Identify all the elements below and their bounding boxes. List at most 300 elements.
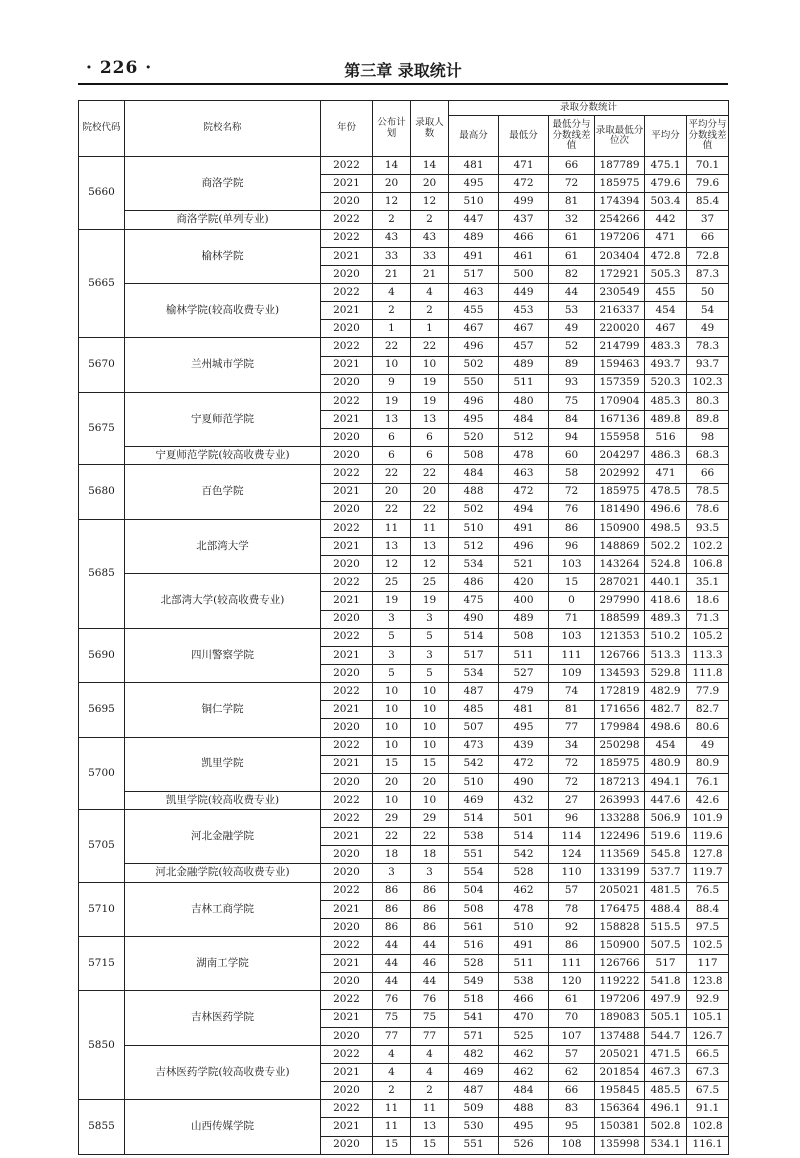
- header-name: 院校名称: [125, 101, 321, 157]
- cell-min-rank: 135998: [595, 1136, 645, 1154]
- cell-plan: 3: [373, 864, 411, 882]
- cell-min-diff: 94: [549, 429, 595, 447]
- cell-avg-diff: 123.8: [687, 973, 729, 991]
- cell-min-rank: 172819: [595, 683, 645, 701]
- cell-min-diff: 103: [549, 556, 595, 574]
- cell-min: 467: [499, 320, 549, 338]
- cell-avg: 455: [645, 283, 687, 301]
- cell-avg: 510.2: [645, 628, 687, 646]
- cell-admitted: 46: [411, 955, 449, 973]
- cell-max: 538: [449, 828, 499, 846]
- cell-min-diff: 71: [549, 610, 595, 628]
- cell-min: 466: [499, 229, 549, 247]
- cell-avg-diff: 85.4: [687, 193, 729, 211]
- cell-max: 508: [449, 447, 499, 465]
- cell-max: 542: [449, 755, 499, 773]
- cell-avg-diff: 101.9: [687, 810, 729, 828]
- school-name: 河北金融学院(较高收费专业): [125, 864, 321, 882]
- cell-avg-diff: 50: [687, 283, 729, 301]
- cell-avg: 480.9: [645, 755, 687, 773]
- cell-admitted: 29: [411, 810, 449, 828]
- cell-plan: 25: [373, 574, 411, 592]
- cell-year: 2020: [321, 447, 373, 465]
- cell-avg-diff: 68.3: [687, 447, 729, 465]
- cell-max: 481: [449, 157, 499, 175]
- cell-max: 510: [449, 773, 499, 791]
- cell-min: 494: [499, 501, 549, 519]
- cell-max: 502: [449, 501, 499, 519]
- cell-min-diff: 93: [549, 374, 595, 392]
- cell-min: 472: [499, 483, 549, 501]
- cell-admitted: 10: [411, 791, 449, 809]
- cell-min-rank: 113569: [595, 846, 645, 864]
- cell-min-rank: 189083: [595, 1009, 645, 1027]
- cell-year: 2020: [321, 918, 373, 936]
- cell-plan: 2: [373, 302, 411, 320]
- header-plan: 公布计划: [373, 101, 411, 157]
- table-row: [79, 338, 729, 356]
- cell-min-rank: 185975: [595, 175, 645, 193]
- cell-year: 2022: [321, 1045, 373, 1063]
- cell-avg-diff: 105.1: [687, 1009, 729, 1027]
- cell-min-rank: 121353: [595, 628, 645, 646]
- cell-plan: 12: [373, 556, 411, 574]
- cell-max: 504: [449, 882, 499, 900]
- cell-max: 484: [449, 465, 499, 483]
- cell-admitted: 2: [411, 302, 449, 320]
- cell-min: 491: [499, 519, 549, 537]
- table-row: [79, 447, 729, 465]
- cell-min: 500: [499, 265, 549, 283]
- cell-admitted: 76: [411, 991, 449, 1009]
- cell-min-diff: 74: [549, 683, 595, 701]
- cell-avg: 418.6: [645, 592, 687, 610]
- cell-avg: 524.8: [645, 556, 687, 574]
- cell-min-diff: 114: [549, 828, 595, 846]
- cell-avg: 541.8: [645, 973, 687, 991]
- cell-min-rank: 287021: [595, 574, 645, 592]
- cell-plan: 22: [373, 465, 411, 483]
- school-code: 5700: [79, 737, 125, 810]
- cell-min: 472: [499, 175, 549, 193]
- school-code: 5715: [79, 937, 125, 991]
- cell-admitted: 21: [411, 265, 449, 283]
- cell-min-rank: 250298: [595, 737, 645, 755]
- cell-min-diff: 66: [549, 1082, 595, 1100]
- cell-min-rank: 134593: [595, 664, 645, 682]
- cell-plan: 11: [373, 519, 411, 537]
- cell-admitted: 22: [411, 501, 449, 519]
- cell-min-rank: 157359: [595, 374, 645, 392]
- cell-year: 2021: [321, 955, 373, 973]
- cell-year: 2021: [321, 1009, 373, 1027]
- cell-min-diff: 76: [549, 501, 595, 519]
- cell-avg-diff: 70.1: [687, 157, 729, 175]
- cell-year: 2021: [321, 247, 373, 265]
- cell-year: 2021: [321, 410, 373, 428]
- cell-avg-diff: 119.7: [687, 864, 729, 882]
- cell-min-rank: 195845: [595, 1082, 645, 1100]
- cell-year: 2021: [321, 1064, 373, 1082]
- cell-min: 471: [499, 157, 549, 175]
- cell-admitted: 44: [411, 937, 449, 955]
- cell-min-diff: 77: [549, 719, 595, 737]
- cell-plan: 15: [373, 755, 411, 773]
- cell-plan: 9: [373, 374, 411, 392]
- cell-plan: 4: [373, 283, 411, 301]
- cell-max: 549: [449, 973, 499, 991]
- cell-min: 491: [499, 937, 549, 955]
- cell-admitted: 11: [411, 1100, 449, 1118]
- cell-admitted: 2: [411, 211, 449, 229]
- cell-admitted: 22: [411, 465, 449, 483]
- cell-admitted: 1: [411, 320, 449, 338]
- cell-min: 538: [499, 973, 549, 991]
- cell-plan: 14: [373, 157, 411, 175]
- cell-admitted: 13: [411, 410, 449, 428]
- cell-avg: 454: [645, 737, 687, 755]
- cell-avg: 505.1: [645, 1009, 687, 1027]
- cell-admitted: 86: [411, 918, 449, 936]
- cell-min-rank: 254266: [595, 211, 645, 229]
- cell-avg: 507.5: [645, 937, 687, 955]
- cell-year: 2022: [321, 737, 373, 755]
- cell-admitted: 10: [411, 701, 449, 719]
- cell-avg-diff: 76.1: [687, 773, 729, 791]
- cell-avg-diff: 80.9: [687, 755, 729, 773]
- cell-avg-diff: 72.8: [687, 247, 729, 265]
- table-row: [79, 465, 729, 483]
- cell-min-diff: 61: [549, 229, 595, 247]
- cell-max: 551: [449, 846, 499, 864]
- cell-max: 520: [449, 429, 499, 447]
- cell-min-rank: 126766: [595, 955, 645, 973]
- header-score-group: 录取分数统计: [449, 101, 729, 116]
- school-name: 百色学院: [125, 465, 321, 519]
- cell-min: 478: [499, 447, 549, 465]
- cell-plan: 6: [373, 447, 411, 465]
- cell-plan: 19: [373, 592, 411, 610]
- cell-max: 517: [449, 646, 499, 664]
- cell-min-diff: 61: [549, 247, 595, 265]
- cell-max: 487: [449, 683, 499, 701]
- cell-year: 2022: [321, 392, 373, 410]
- cell-avg-diff: 98: [687, 429, 729, 447]
- cell-avg-diff: 117: [687, 955, 729, 973]
- cell-admitted: 3: [411, 864, 449, 882]
- cell-avg: 497.9: [645, 991, 687, 1009]
- cell-min-rank: 150900: [595, 937, 645, 955]
- cell-admitted: 6: [411, 447, 449, 465]
- cell-min-rank: 297990: [595, 592, 645, 610]
- table-row: [79, 991, 729, 1009]
- cell-plan: 10: [373, 791, 411, 809]
- cell-max: 541: [449, 1009, 499, 1027]
- cell-plan: 20: [373, 773, 411, 791]
- cell-year: 2020: [321, 610, 373, 628]
- cell-plan: 1: [373, 320, 411, 338]
- cell-admitted: 22: [411, 828, 449, 846]
- cell-min-rank: 205021: [595, 1045, 645, 1063]
- cell-avg: 537.7: [645, 864, 687, 882]
- header-avg-diff: 平均分与分数线差值: [687, 116, 729, 157]
- cell-avg: 517: [645, 955, 687, 973]
- admission-table: [78, 100, 729, 1155]
- cell-min-rank: 159463: [595, 356, 645, 374]
- cell-min: 478: [499, 900, 549, 918]
- header-min: 最低分: [499, 116, 549, 157]
- cell-year: 2022: [321, 791, 373, 809]
- cell-plan: 44: [373, 973, 411, 991]
- cell-min-rank: 122496: [595, 828, 645, 846]
- cell-min: 496: [499, 537, 549, 555]
- cell-min-diff: 95: [549, 1118, 595, 1136]
- cell-admitted: 6: [411, 429, 449, 447]
- school-name: 吉林医药学院(较高收费专业): [125, 1045, 321, 1099]
- cell-avg: 483.3: [645, 338, 687, 356]
- cell-year: 2022: [321, 157, 373, 175]
- table-row: [79, 157, 729, 175]
- cell-avg-diff: 42.6: [687, 791, 729, 809]
- cell-min-rank: 150900: [595, 519, 645, 537]
- cell-min-diff: 72: [549, 773, 595, 791]
- cell-avg: 481.5: [645, 882, 687, 900]
- cell-max: 496: [449, 392, 499, 410]
- cell-min: 512: [499, 429, 549, 447]
- cell-avg: 486.3: [645, 447, 687, 465]
- cell-admitted: 11: [411, 519, 449, 537]
- cell-avg-diff: 89.8: [687, 410, 729, 428]
- cell-plan: 15: [373, 1136, 411, 1154]
- cell-admitted: 25: [411, 574, 449, 592]
- cell-avg: 496.1: [645, 1100, 687, 1118]
- cell-min-diff: 89: [549, 356, 595, 374]
- table-row: [79, 791, 729, 809]
- cell-avg-diff: 93.5: [687, 519, 729, 537]
- cell-avg-diff: 111.8: [687, 664, 729, 682]
- cell-avg-diff: 80.3: [687, 392, 729, 410]
- cell-year: 2020: [321, 973, 373, 991]
- cell-admitted: 12: [411, 556, 449, 574]
- cell-max: 469: [449, 791, 499, 809]
- school-name: 榆林学院: [125, 229, 321, 283]
- cell-avg: 482.7: [645, 701, 687, 719]
- cell-avg: 489.8: [645, 410, 687, 428]
- cell-min-diff: 49: [549, 320, 595, 338]
- cell-avg: 475.1: [645, 157, 687, 175]
- cell-admitted: 22: [411, 338, 449, 356]
- cell-admitted: 19: [411, 392, 449, 410]
- cell-year: 2021: [321, 537, 373, 555]
- cell-min: 449: [499, 283, 549, 301]
- cell-min: 479: [499, 683, 549, 701]
- cell-min: 527: [499, 664, 549, 682]
- cell-max: 561: [449, 918, 499, 936]
- cell-min-diff: 96: [549, 537, 595, 555]
- cell-min: 508: [499, 628, 549, 646]
- cell-avg: 545.8: [645, 846, 687, 864]
- cell-max: 502: [449, 356, 499, 374]
- cell-min-diff: 58: [549, 465, 595, 483]
- cell-avg: 482.9: [645, 683, 687, 701]
- cell-avg-diff: 102.5: [687, 937, 729, 955]
- cell-min: 432: [499, 791, 549, 809]
- cell-min: 501: [499, 810, 549, 828]
- cell-avg: 442: [645, 211, 687, 229]
- cell-admitted: 2: [411, 1082, 449, 1100]
- cell-year: 2022: [321, 283, 373, 301]
- cell-min-diff: 75: [549, 392, 595, 410]
- school-name: 湖南工学院: [125, 937, 321, 991]
- cell-min-diff: 72: [549, 175, 595, 193]
- cell-min-diff: 86: [549, 519, 595, 537]
- cell-plan: 4: [373, 1045, 411, 1063]
- cell-avg-diff: 37: [687, 211, 729, 229]
- cell-min-diff: 34: [549, 737, 595, 755]
- cell-min-rank: 155958: [595, 429, 645, 447]
- cell-plan: 22: [373, 338, 411, 356]
- table-row: [79, 628, 729, 646]
- header-min-rank: 录取最低分位次: [595, 116, 645, 157]
- cell-year: 2020: [321, 846, 373, 864]
- cell-year: 2021: [321, 483, 373, 501]
- cell-plan: 86: [373, 918, 411, 936]
- cell-plan: 10: [373, 683, 411, 701]
- cell-plan: 10: [373, 701, 411, 719]
- cell-min: 525: [499, 1027, 549, 1045]
- cell-avg-diff: 67.5: [687, 1082, 729, 1100]
- cell-avg-diff: 66: [687, 465, 729, 483]
- cell-plan: 19: [373, 392, 411, 410]
- cell-plan: 10: [373, 356, 411, 374]
- cell-plan: 12: [373, 193, 411, 211]
- cell-admitted: 4: [411, 1064, 449, 1082]
- cell-avg-diff: 78.3: [687, 338, 729, 356]
- cell-year: 2020: [321, 719, 373, 737]
- cell-plan: 76: [373, 991, 411, 1009]
- cell-max: 509: [449, 1100, 499, 1118]
- cell-min: 462: [499, 1064, 549, 1082]
- cell-min: 462: [499, 1045, 549, 1063]
- cell-year: 2021: [321, 1118, 373, 1136]
- cell-admitted: 20: [411, 773, 449, 791]
- cell-plan: 6: [373, 429, 411, 447]
- school-name: 四川警察学院: [125, 628, 321, 682]
- school-code: 5710: [79, 882, 125, 936]
- cell-max: 491: [449, 247, 499, 265]
- cell-avg-diff: 76.5: [687, 882, 729, 900]
- cell-min: 462: [499, 882, 549, 900]
- cell-admitted: 43: [411, 229, 449, 247]
- cell-max: 550: [449, 374, 499, 392]
- cell-max: 507: [449, 719, 499, 737]
- cell-max: 475: [449, 592, 499, 610]
- cell-min: 488: [499, 1100, 549, 1118]
- cell-plan: 86: [373, 900, 411, 918]
- cell-year: 2022: [321, 211, 373, 229]
- cell-min-rank: 158828: [595, 918, 645, 936]
- cell-avg: 515.5: [645, 918, 687, 936]
- cell-year: 2021: [321, 701, 373, 719]
- table-row: [79, 283, 729, 301]
- cell-admitted: 3: [411, 646, 449, 664]
- cell-avg: 489.3: [645, 610, 687, 628]
- cell-avg: 544.7: [645, 1027, 687, 1045]
- cell-min: 499: [499, 193, 549, 211]
- cell-min-rank: 185975: [595, 755, 645, 773]
- cell-min-diff: 57: [549, 1045, 595, 1063]
- cell-plan: 43: [373, 229, 411, 247]
- cell-min-diff: 52: [549, 338, 595, 356]
- cell-avg: 529.8: [645, 664, 687, 682]
- cell-min-rank: 150381: [595, 1118, 645, 1136]
- school-name: 吉林医药学院: [125, 991, 321, 1045]
- cell-plan: 3: [373, 610, 411, 628]
- cell-min-diff: 109: [549, 664, 595, 682]
- cell-avg: 471: [645, 465, 687, 483]
- table-row: [79, 737, 729, 755]
- cell-min: 521: [499, 556, 549, 574]
- cell-min-diff: 110: [549, 864, 595, 882]
- cell-min-diff: 72: [549, 483, 595, 501]
- cell-min-rank: 126766: [595, 646, 645, 664]
- cell-min-diff: 83: [549, 1100, 595, 1118]
- cell-year: 2021: [321, 302, 373, 320]
- cell-min: 420: [499, 574, 549, 592]
- cell-year: 2021: [321, 828, 373, 846]
- cell-avg: 496.6: [645, 501, 687, 519]
- cell-min: 484: [499, 1082, 549, 1100]
- cell-plan: 22: [373, 501, 411, 519]
- cell-avg-diff: 82.7: [687, 701, 729, 719]
- cell-admitted: 77: [411, 1027, 449, 1045]
- cell-avg: 534.1: [645, 1136, 687, 1154]
- cell-min: 511: [499, 955, 549, 973]
- cell-plan: 3: [373, 646, 411, 664]
- cell-plan: 2: [373, 211, 411, 229]
- school-name: 北部湾大学(较高收费专业): [125, 574, 321, 628]
- cell-max: 488: [449, 483, 499, 501]
- cell-avg-diff: 91.1: [687, 1100, 729, 1118]
- cell-min-rank: 148869: [595, 537, 645, 555]
- cell-year: 2020: [321, 1136, 373, 1154]
- header-min-diff: 最低分与分数线差值: [549, 116, 595, 157]
- cell-admitted: 18: [411, 846, 449, 864]
- cell-max: 518: [449, 991, 499, 1009]
- cell-admitted: 75: [411, 1009, 449, 1027]
- cell-admitted: 15: [411, 1136, 449, 1154]
- cell-min-diff: 81: [549, 193, 595, 211]
- header-code: 院校代码: [79, 101, 125, 157]
- school-code: 5695: [79, 683, 125, 737]
- cell-min-diff: 92: [549, 918, 595, 936]
- cell-year: 2021: [321, 356, 373, 374]
- cell-min-rank: 187789: [595, 157, 645, 175]
- cell-min: 400: [499, 592, 549, 610]
- cell-plan: 2: [373, 1082, 411, 1100]
- school-code: 5855: [79, 1100, 125, 1154]
- cell-min-diff: 107: [549, 1027, 595, 1045]
- school-name: 商洛学院(单列专业): [125, 211, 321, 229]
- cell-min: 526: [499, 1136, 549, 1154]
- table-header: [79, 101, 729, 157]
- school-name: 商洛学院: [125, 157, 321, 211]
- cell-admitted: 15: [411, 755, 449, 773]
- cell-max: 482: [449, 1045, 499, 1063]
- cell-year: 2022: [321, 465, 373, 483]
- school-name: 宁夏师范学院(较高收费专业): [125, 447, 321, 465]
- cell-min-rank: 220020: [595, 320, 645, 338]
